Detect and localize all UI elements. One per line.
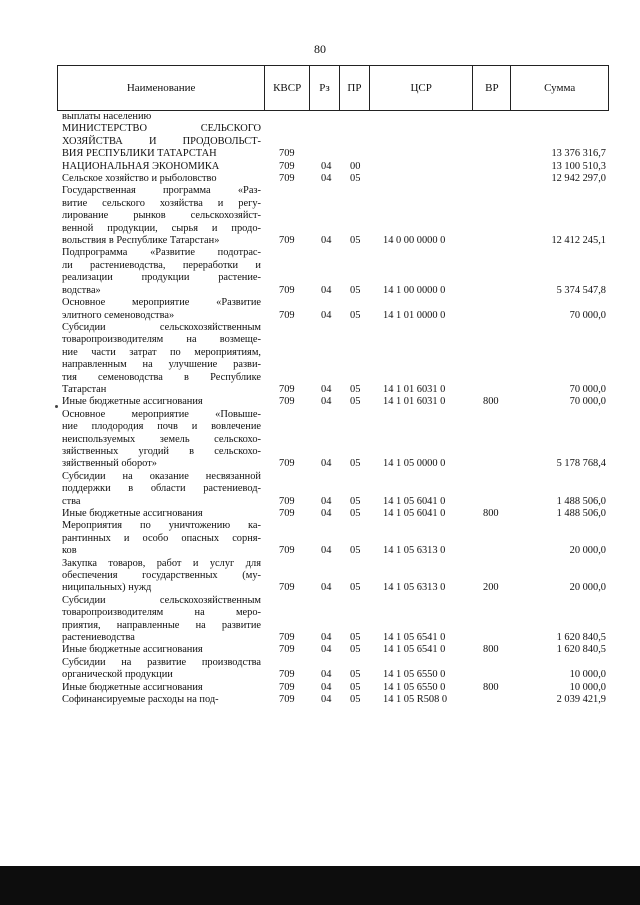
row-vr: 800 [483, 508, 499, 519]
row-sum: 5 374 547,8 [556, 284, 606, 296]
row-name-line: растениеводства [62, 632, 135, 644]
row-kvsr: 709 [279, 632, 295, 644]
row-csr: 14 1 05 0000 0 [383, 458, 446, 470]
table-row [62, 657, 610, 682]
row-rz: 04 [321, 582, 332, 594]
row-csr: 14 1 05 6041 0 [383, 508, 446, 519]
row-rz: 04 [321, 681, 332, 693]
row-csr: 14 1 05 6313 0 [383, 582, 446, 594]
row-pr: 05 [350, 396, 361, 408]
row-csr: 14 1 05 R508 0 [383, 694, 448, 706]
table-row [62, 161, 610, 173]
row-sum: 1 488 506,0 [556, 495, 606, 507]
row-csr: 14 1 05 6313 0 [383, 545, 446, 557]
table-row [62, 644, 610, 656]
row-kvsr: 709 [279, 235, 295, 247]
row-pr: 05 [350, 458, 361, 470]
row-name [62, 297, 261, 322]
row-rz: 04 [321, 694, 332, 706]
row-pr: 05 [350, 508, 361, 519]
row-name-line: поддержки в области растениевод- [62, 483, 261, 495]
row-name [62, 682, 261, 694]
row-name-line: Татарстан [62, 383, 107, 395]
row-kvsr: 709 [279, 545, 295, 557]
scan-bottom-edge [0, 866, 640, 905]
row-kvsr: 709 [279, 383, 295, 395]
row-name-line: Основное мероприятие «Повыше- [62, 408, 261, 420]
row-name-line: товаропроизводителям на меро- [62, 607, 261, 619]
table-row [62, 409, 610, 471]
row-name-line: лирование рынков сельскохозяйст- [62, 210, 261, 222]
table-row [62, 595, 610, 645]
row-name [62, 111, 261, 123]
row-rz: 04 [321, 284, 332, 296]
row-pr: 05 [350, 545, 361, 557]
row-sum: 70 000,0 [569, 383, 606, 395]
row-rz: 04 [321, 160, 332, 172]
row-name-line: Субсидии на оказание несвязанной [62, 470, 261, 482]
row-pr: 05 [350, 582, 361, 594]
row-kvsr: 709 [279, 644, 295, 656]
row-name-line: Иные бюджетные ассигнования [62, 396, 203, 408]
row-name [62, 644, 261, 656]
row-name [62, 694, 261, 706]
row-rz: 04 [321, 173, 332, 185]
row-name-line: водства» [62, 284, 101, 296]
row-name-line: Иные бюджетные ассигнования [62, 644, 203, 656]
row-vr: 800 [483, 644, 499, 656]
table-row [62, 247, 610, 297]
row-name [62, 595, 261, 645]
row-csr: 14 1 01 0000 0 [383, 309, 446, 321]
row-name-line: Субсидии на развитие производства [62, 656, 261, 668]
row-rz: 04 [321, 669, 332, 681]
row-name-line: ВИЯ РЕСПУБЛИКИ ТАТАРСТАН [62, 148, 217, 160]
row-name-line: товаропроизводителям на возмеще- [62, 334, 261, 346]
row-name-line: зяйственных угодий в сельскохо- [62, 445, 261, 457]
row-name-line: Сельское хозяйство и рыболовство [62, 173, 217, 185]
row-kvsr: 709 [279, 284, 295, 296]
table-row [62, 396, 610, 408]
row-sum: 70 000,0 [569, 309, 606, 321]
row-name [62, 558, 261, 595]
row-pr: 05 [350, 235, 361, 247]
row-csr: 14 1 05 6541 0 [383, 632, 446, 644]
row-rz: 04 [321, 495, 332, 507]
table-row [62, 471, 610, 508]
row-csr: 14 0 00 0000 0 [383, 235, 446, 247]
row-name-line: Основное мероприятие «Развитие [62, 297, 261, 309]
table-row [62, 185, 610, 247]
row-name-line: Иные бюджетные ассигнования [62, 508, 203, 519]
row-name [62, 409, 261, 471]
row-name [62, 508, 261, 520]
table-body [62, 111, 610, 707]
row-sum: 1 620 840,5 [556, 644, 606, 656]
row-csr: 14 1 01 6031 0 [383, 396, 446, 408]
row-kvsr: 709 [279, 495, 295, 507]
row-rz: 04 [321, 396, 332, 408]
row-rz: 04 [321, 545, 332, 557]
row-sum: 70 000,0 [569, 396, 606, 408]
table-row [62, 111, 610, 123]
row-name-line: ства [62, 495, 81, 507]
table-row [62, 558, 610, 595]
table-row [62, 508, 610, 520]
row-name-line: ХОЗЯЙСТВА И ПРОДОВОЛЬСТ- [62, 135, 261, 147]
row-csr: 14 1 00 0000 0 [383, 284, 446, 296]
row-name [62, 322, 261, 396]
table-row [62, 173, 610, 185]
row-name [62, 247, 261, 297]
row-pr: 05 [350, 173, 361, 185]
table-row [62, 322, 610, 396]
row-rz: 04 [321, 632, 332, 644]
row-pr: 05 [350, 644, 361, 656]
row-rz: 04 [321, 644, 332, 656]
row-csr: 14 1 05 6541 0 [383, 644, 446, 656]
scan-mark [55, 405, 58, 408]
row-name [62, 185, 261, 247]
row-sum: 2 039 421,9 [556, 694, 606, 706]
row-name-line: Субсидии сельскохозяйственным [62, 321, 261, 333]
row-name-line: зяйственный оборот» [62, 458, 157, 470]
row-vr: 800 [483, 396, 499, 408]
row-csr: 14 1 05 6041 0 [383, 495, 446, 507]
row-rz: 04 [321, 458, 332, 470]
row-pr: 05 [350, 694, 361, 706]
row-pr: 00 [350, 160, 361, 172]
row-rz: 04 [321, 508, 332, 519]
row-rz: 04 [321, 383, 332, 395]
row-rz: 04 [321, 309, 332, 321]
row-sum: 20 000,0 [569, 582, 606, 594]
row-name-line: венной продукции, сырья и продо- [62, 222, 261, 234]
row-kvsr: 709 [279, 508, 295, 519]
row-name-line: органической продукции [62, 669, 173, 681]
row-name-line: МИНИСТЕРСТВО СЕЛЬСКОГО [62, 123, 261, 135]
row-pr: 05 [350, 309, 361, 321]
row-pr: 05 [350, 681, 361, 693]
table-row [62, 297, 610, 322]
row-name-line: ние части затрат по мероприятиям, [62, 346, 261, 358]
row-name-line: обеспечения государственных (му- [62, 570, 261, 582]
row-name-line: рантинных и особо опасных сорня- [62, 532, 261, 544]
row-kvsr: 709 [279, 582, 295, 594]
row-name-line: Субсидии сельскохозяйственным [62, 594, 261, 606]
row-csr: 14 1 05 6550 0 [383, 681, 446, 693]
row-kvsr: 709 [279, 148, 295, 160]
row-name [62, 520, 261, 557]
row-name-line: витие сельского хозяйства и регу- [62, 197, 261, 209]
row-name-line: Иные бюджетные ассигнования [62, 681, 203, 693]
row-kvsr: 709 [279, 669, 295, 681]
row-name [62, 173, 261, 185]
row-name-line: неиспользуемых земель сельскохо- [62, 433, 261, 445]
row-pr: 05 [350, 495, 361, 507]
row-sum: 13 100 510,3 [551, 160, 606, 172]
header-vr: ВР [473, 66, 511, 110]
header-name: Наименование [58, 66, 265, 110]
row-name-line: Софинансируемые расходы на под- [62, 694, 219, 706]
row-pr: 05 [350, 632, 361, 644]
row-kvsr: 709 [279, 458, 295, 470]
row-sum: 12 412 245,1 [551, 235, 606, 247]
row-sum: 13 376 316,7 [551, 148, 606, 160]
row-kvsr: 709 [279, 694, 295, 706]
row-name-line: НАЦИОНАЛЬНАЯ ЭКОНОМИКА [62, 160, 220, 172]
row-sum: 1 488 506,0 [556, 508, 606, 519]
row-kvsr: 709 [279, 396, 295, 408]
header-rz: Рз [310, 66, 340, 110]
row-vr: 800 [483, 681, 499, 693]
row-name-line: ниципальных) нужд [62, 582, 152, 594]
row-name-line: выплаты населению [62, 111, 152, 122]
row-csr: 14 1 05 6550 0 [383, 669, 446, 681]
row-kvsr: 709 [279, 160, 295, 172]
row-name-line: Государственная программа «Раз- [62, 185, 261, 197]
row-kvsr: 709 [279, 681, 295, 693]
row-name-line: элитного семеноводства» [62, 309, 175, 321]
row-sum: 1 620 840,5 [556, 632, 606, 644]
row-name [62, 396, 261, 408]
header-pr: ПР [340, 66, 370, 110]
row-csr: 14 1 01 6031 0 [383, 383, 446, 395]
row-pr: 05 [350, 383, 361, 395]
row-sum: 10 000,0 [569, 669, 606, 681]
row-name-line: Закупка товаров, работ и услуг для [62, 557, 261, 569]
row-rz: 04 [321, 235, 332, 247]
page-number: 80 [314, 42, 326, 56]
table-row [62, 520, 610, 557]
row-name [62, 657, 261, 682]
row-name-line: Подпрограмма «Развитие подотрас- [62, 247, 261, 259]
table-row [62, 682, 610, 694]
row-name-line: реализации продукции растение- [62, 272, 261, 284]
row-name [62, 471, 261, 508]
row-kvsr: 709 [279, 173, 295, 185]
row-name [62, 161, 261, 173]
row-name-line: Мероприятия по уничтожению ка- [62, 520, 261, 532]
header-kvsr: КВСР [265, 66, 310, 110]
table-row [62, 123, 610, 160]
row-name-line: приятия, направленные на развитие [62, 619, 261, 631]
table-row [62, 694, 610, 706]
row-name-line: ние плодородия почв и вовлечение [62, 421, 261, 433]
row-sum: 12 942 297,0 [551, 173, 606, 185]
row-name-line: ков [62, 545, 77, 557]
header-sum: Сумма [544, 82, 576, 94]
row-name-line: тия семеноводства в Республике [62, 371, 261, 383]
row-pr: 05 [350, 284, 361, 296]
row-name-line: ли растениеводства, переработки и [62, 259, 261, 271]
row-pr: 05 [350, 669, 361, 681]
row-name-line: вольствия в Республике Татарстан» [62, 235, 220, 247]
row-name-line: направленным на улучшение разви- [62, 359, 261, 371]
header-csr: ЦСР [370, 66, 474, 110]
table-header [57, 65, 609, 111]
row-sum: 20 000,0 [569, 545, 606, 557]
row-sum: 5 178 768,4 [556, 458, 606, 470]
row-kvsr: 709 [279, 309, 295, 321]
row-sum: 10 000,0 [569, 681, 606, 693]
row-vr: 200 [483, 582, 499, 594]
row-name [62, 123, 261, 160]
